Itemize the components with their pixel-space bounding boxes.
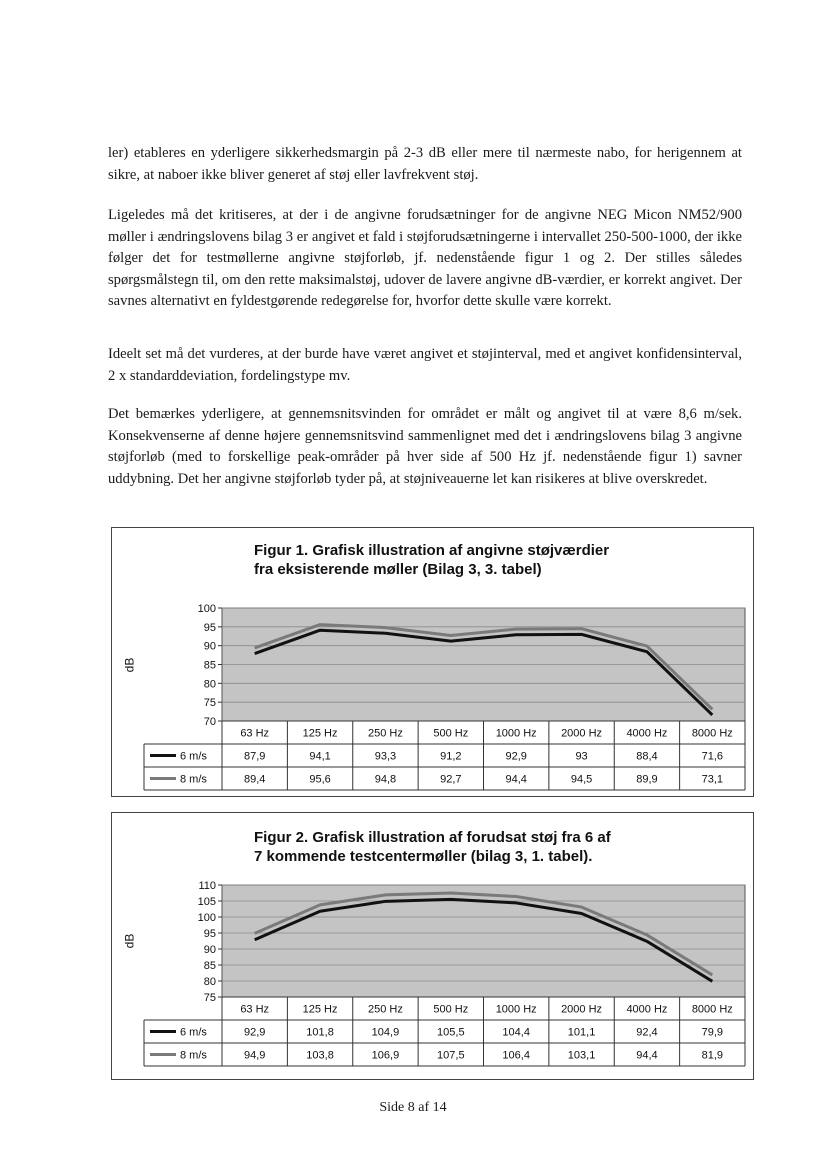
figure-1-legend-label: 8 m/s xyxy=(180,773,207,786)
figure-2-y-tick-label: 75 xyxy=(203,992,216,1004)
figure-2-y-tick-label: 110 xyxy=(198,880,216,892)
figure-2-data-label: 104,4 xyxy=(502,1026,530,1039)
figure-2-data-label: 94,9 xyxy=(243,1049,266,1062)
figure-2-data-label: 92,9 xyxy=(243,1026,266,1039)
figure-1-x-tick-label: 4000 Hz xyxy=(626,727,668,740)
figure-2-x-tick-label: 63 Hz xyxy=(240,1003,270,1016)
figure-2-data-label: 92,4 xyxy=(636,1026,658,1039)
figure-1-x-tick-label: 500 Hz xyxy=(433,727,469,740)
figure-2-y-tick-label: 85 xyxy=(203,960,216,972)
figure-2 xyxy=(111,812,754,1080)
figure-1-data-label: 92,7 xyxy=(440,773,462,786)
figure-2-data-label: 103,1 xyxy=(567,1049,596,1062)
figure-1-data-label: 73,1 xyxy=(701,773,724,786)
figure-1-data-label: 93,3 xyxy=(374,750,397,763)
figure-1-y-tick-label: 95 xyxy=(203,621,216,634)
figure-1-data-label: 94,4 xyxy=(505,773,527,786)
figure-1-legend-label: 6 m/s xyxy=(180,750,207,763)
figure-1-data-label: 89,9 xyxy=(636,773,658,786)
figure-2-x-tick-label: 2000 Hz xyxy=(561,1003,603,1016)
figure-1-data-label: 94,8 xyxy=(374,773,397,786)
figure-2-data-label: 101,1 xyxy=(567,1026,596,1039)
figure-2-data-label: 104,9 xyxy=(371,1026,400,1039)
paragraph-2: Ligeledes må det kritiseres, at der i de angivne forudsætninger for de angivne NEG Micon NM52/900 møller i ændringslovens bilag 3 er angivet et fald i støjforudsætningerne i intervallet 250-500-1000, der ikke følger det for testmøllerne angivne støjforløb, jf. nedenstående figur 1 og 2. Der stilles således spørgsmålstegn til, om den rette maksimalstøj, udover de lavere angivne dB-værdier, er korrekt angivet. Der savnes alternativt en fyldestgørende redegørelse for, hvorfor dette skulle være korrekt. xyxy=(108,207,742,309)
figure-1-x-tick-label: 8000 Hz xyxy=(691,727,733,740)
figure-1-y-tick-label: 70 xyxy=(203,716,216,728)
figure-1-y-tick-label: 85 xyxy=(203,659,216,672)
paragraph-3: Ideelt set må det vurderes, at der burde have været angivet et støjinterval, med et angivet konfidensinterval, 2 x standarddeviation, fordelingstype mv. xyxy=(108,346,742,384)
figure-1-data-label: 95,6 xyxy=(309,773,331,786)
figure-2-x-tick-label: 8000 Hz xyxy=(691,1003,733,1016)
paragraph-4: Det bemærkes yderligere, at gennemsnitsvinden for området er målt og angivet til at være 8,6 m/sek. Konsekvenserne af denne højere gennemsnitsvind sammenlignet med det i ændringslovens bilag 3 angivne støjforløb (med to forskellige peak-områder på hver side af 500 Hz jf. nedenstående figur 1) savner uddybning. Det her angivne støjforløb tyder på, at støjniveauerne let kan risikeres at blive overskredet. xyxy=(108,406,742,487)
figure-2-data-label: 79,9 xyxy=(701,1026,724,1039)
figure-1-data-label: 94,1 xyxy=(309,750,331,763)
figure-1-data-label: 89,4 xyxy=(243,773,266,786)
figure-2-data-label: 103,8 xyxy=(306,1049,334,1062)
figure-1 xyxy=(111,527,754,797)
figure-1-title-line-1: Figur 1. Grafisk illustration af angivne støjværdier xyxy=(254,542,610,559)
figure-2-x-tick-label: 1000 Hz xyxy=(495,1003,537,1016)
figure-2-data-label: 105,5 xyxy=(437,1026,465,1039)
figure-2-title-line-2: 7 kommende testcentermøller (bilag 3, 1. tabel). xyxy=(254,848,593,865)
figure-1-data-label: 94,5 xyxy=(570,773,593,786)
figure-2-legend-label: 6 m/s xyxy=(180,1026,207,1039)
figure-2-data-label: 106,9 xyxy=(371,1049,400,1062)
figure-2-y-axis-label: dB xyxy=(122,933,137,949)
page-footer: Side 8 af 14 xyxy=(379,1100,447,1115)
figure-2-data-label: 107,5 xyxy=(437,1049,465,1062)
figure-1-y-axis-label: dB xyxy=(122,657,137,673)
figure-2-x-tick-label: 125 Hz xyxy=(302,1003,338,1016)
figure-1-data-label: 91,2 xyxy=(440,750,462,763)
figure-1-x-tick-label: 1000 Hz xyxy=(495,727,537,740)
figure-2-data-label: 101,8 xyxy=(306,1026,334,1039)
figure-2-data-label: 81,9 xyxy=(701,1049,724,1062)
figure-1-x-tick-label: 250 Hz xyxy=(368,727,403,740)
figure-1-y-tick-label: 80 xyxy=(203,678,216,691)
figure-1-data-label: 93 xyxy=(575,750,588,763)
figure-1-data-label: 88,4 xyxy=(636,750,658,763)
figure-2-data-label: 106,4 xyxy=(502,1049,530,1062)
paragraph-1: ler) etableres en yderligere sikkerhedsmargin på 2-3 dB eller mere til nærmeste nabo, for herigennem at sikre, at naboer ikke bliver generet af støj eller lavfrekvent støj. xyxy=(108,145,742,183)
figure-1-y-tick-label: 90 xyxy=(203,640,216,653)
figure-1-data-label: 71,6 xyxy=(701,750,724,763)
figure-2-y-tick-label: 95 xyxy=(203,928,216,940)
figure-1-title-line-2: fra eksisterende møller (Bilag 3, 3. tabel) xyxy=(254,561,542,578)
figure-2-y-tick-label: 105 xyxy=(197,896,216,908)
figure-2-title-line-1: Figur 2. Grafisk illustration af forudsat støj fra 6 af xyxy=(254,829,611,846)
figure-1-data-label: 87,9 xyxy=(243,750,266,763)
figure-1-y-tick-label: 100 xyxy=(197,603,216,615)
figure-2-y-tick-label: 80 xyxy=(203,976,216,988)
figure-2-chart xyxy=(112,813,753,1079)
figure-1-x-tick-label: 125 Hz xyxy=(302,727,338,740)
figure-2-y-tick-label: 100 xyxy=(197,912,216,924)
figure-2-x-tick-label: 4000 Hz xyxy=(626,1003,668,1016)
figure-2-data-label: 94,4 xyxy=(636,1049,658,1062)
figure-1-data-label: 92,9 xyxy=(505,750,527,763)
figure-1-x-tick-label: 63 Hz xyxy=(240,727,270,740)
figure-2-x-tick-label: 250 Hz xyxy=(368,1003,403,1016)
figure-1-chart xyxy=(112,528,753,796)
figure-2-legend-label: 8 m/s xyxy=(180,1049,207,1062)
figure-1-x-tick-label: 2000 Hz xyxy=(561,727,603,740)
figure-2-x-tick-label: 500 Hz xyxy=(433,1003,469,1016)
figure-1-y-tick-label: 75 xyxy=(203,697,216,710)
figure-2-y-tick-label: 90 xyxy=(203,944,216,956)
